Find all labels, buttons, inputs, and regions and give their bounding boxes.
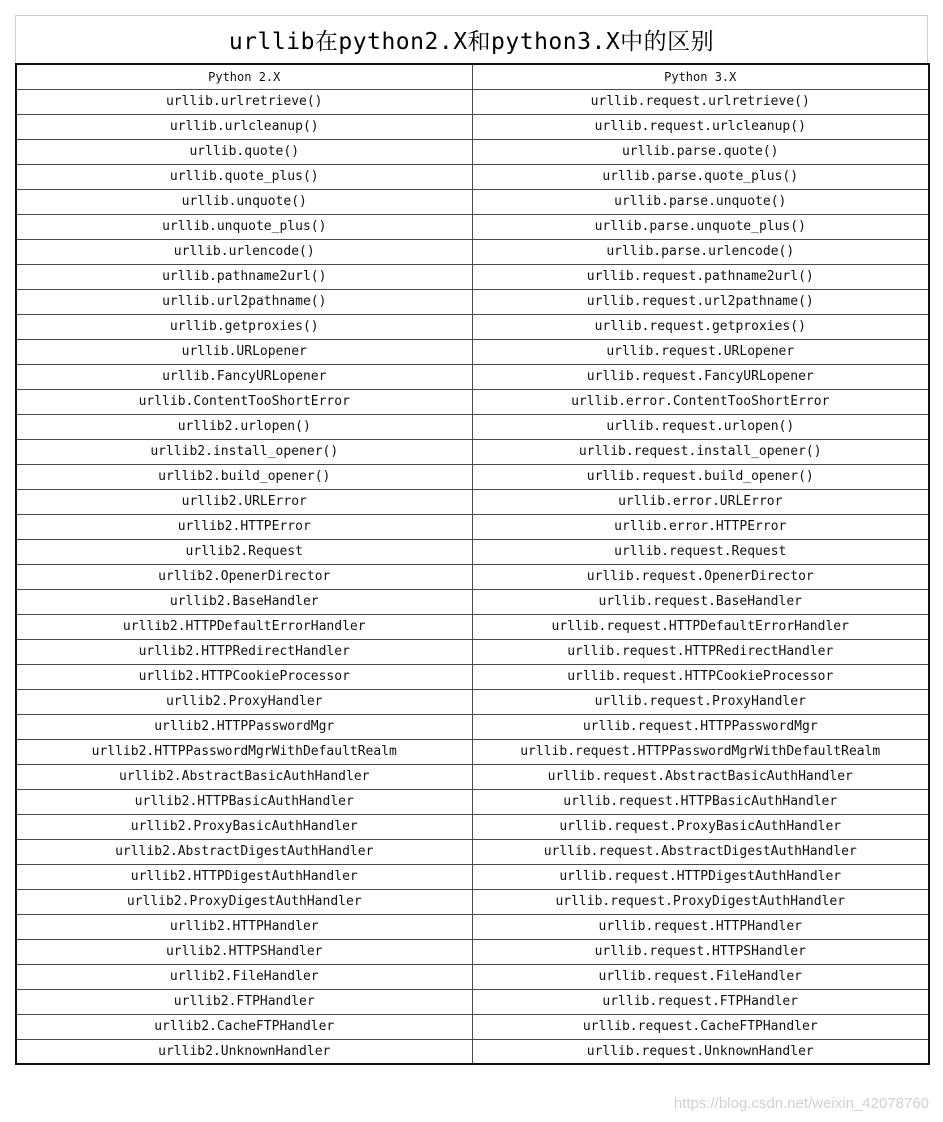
python2-cell: urllib2.ProxyDigestAuthHandler — [16, 889, 472, 914]
python2-cell: urllib.unquote_plus() — [16, 214, 472, 239]
table-row — [16, 939, 929, 964]
python2-cell: urllib.quote() — [16, 139, 472, 164]
python3-cell: urllib.request.ProxyBasicAuthHandler — [472, 814, 929, 839]
table-row — [16, 364, 929, 389]
table-row — [16, 739, 929, 764]
table-row — [16, 214, 929, 239]
python3-cell: urllib.request.urlretrieve() — [472, 89, 929, 114]
table-row — [16, 789, 929, 814]
python2-cell: urllib2.HTTPCookieProcessor — [16, 664, 472, 689]
python2-cell: urllib2.HTTPError — [16, 514, 472, 539]
python2-cell: urllib.quote_plus() — [16, 164, 472, 189]
python3-cell: urllib.request.HTTPDefaultErrorHandler — [472, 614, 929, 639]
column-header-python2: Python 2.X — [16, 64, 472, 89]
python2-cell: urllib2.ProxyBasicAuthHandler — [16, 814, 472, 839]
table-row — [16, 439, 929, 464]
table-row — [16, 289, 929, 314]
python2-cell: urllib.pathname2url() — [16, 264, 472, 289]
python2-cell: urllib2.UnknownHandler — [16, 1039, 472, 1064]
table-header — [16, 64, 929, 89]
python2-cell: urllib2.HTTPSHandler — [16, 939, 472, 964]
python3-cell: urllib.request.ProxyDigestAuthHandler — [472, 889, 929, 914]
python2-cell: urllib.url2pathname() — [16, 289, 472, 314]
python2-cell: urllib2.urlopen() — [16, 414, 472, 439]
python2-cell: urllib2.ProxyHandler — [16, 689, 472, 714]
python3-cell: urllib.request.URLopener — [472, 339, 929, 364]
python2-cell: urllib2.URLError — [16, 489, 472, 514]
python3-cell: urllib.request.pathname2url() — [472, 264, 929, 289]
python3-cell: urllib.request.UnknownHandler — [472, 1039, 929, 1064]
python3-cell: urllib.request.HTTPPasswordMgrWithDefaultRealm — [472, 739, 929, 764]
python2-cell: urllib.FancyURLopener — [16, 364, 472, 389]
python3-cell: urllib.request.CacheFTPHandler — [472, 1014, 929, 1039]
table-row — [16, 239, 929, 264]
header-row — [16, 64, 929, 89]
python3-cell: urllib.request.AbstractDigestAuthHandler — [472, 839, 929, 864]
table-row — [16, 264, 929, 289]
python3-cell: urllib.request.Request — [472, 539, 929, 564]
python3-cell: urllib.request.build_opener() — [472, 464, 929, 489]
python2-cell: urllib.urlcleanup() — [16, 114, 472, 139]
python3-cell: urllib.request.HTTPSHandler — [472, 939, 929, 964]
table-row — [16, 689, 929, 714]
table-row — [16, 814, 929, 839]
column-header-python3: Python 3.X — [472, 64, 929, 89]
python3-cell: urllib.request.HTTPBasicAuthHandler — [472, 789, 929, 814]
python2-cell: urllib2.HTTPDigestAuthHandler — [16, 864, 472, 889]
python2-cell: urllib2.AbstractDigestAuthHandler — [16, 839, 472, 864]
table-row — [16, 139, 929, 164]
python3-cell: urllib.request.FancyURLopener — [472, 364, 929, 389]
python3-cell: urllib.request.urlopen() — [472, 414, 929, 439]
python3-cell: urllib.request.ProxyHandler — [472, 689, 929, 714]
python3-cell: urllib.request.HTTPCookieProcessor — [472, 664, 929, 689]
python3-cell: urllib.error.HTTPError — [472, 514, 929, 539]
table-row — [16, 189, 929, 214]
python2-cell: urllib.ContentTooShortError — [16, 389, 472, 414]
python3-cell: urllib.request.AbstractBasicAuthHandler — [472, 764, 929, 789]
table-row — [16, 514, 929, 539]
comparison-table — [15, 63, 930, 1065]
table-row — [16, 764, 929, 789]
python2-cell: urllib2.HTTPPasswordMgrWithDefaultRealm — [16, 739, 472, 764]
page-title: urllib在python2.X和python3.X中的区别 — [15, 15, 928, 63]
table-row — [16, 589, 929, 614]
python3-cell: urllib.request.HTTPDigestAuthHandler — [472, 864, 929, 889]
table-row — [16, 464, 929, 489]
python3-cell: urllib.parse.unquote_plus() — [472, 214, 929, 239]
python3-cell: urllib.request.HTTPHandler — [472, 914, 929, 939]
table-row — [16, 639, 929, 664]
python3-cell: urllib.error.ContentTooShortError — [472, 389, 929, 414]
table-row — [16, 339, 929, 364]
python3-cell: urllib.request.HTTPPasswordMgr — [472, 714, 929, 739]
table-row — [16, 964, 929, 989]
python2-cell: urllib2.HTTPPasswordMgr — [16, 714, 472, 739]
python3-cell: urllib.request.install_opener() — [472, 439, 929, 464]
python2-cell: urllib.urlencode() — [16, 239, 472, 264]
table-row — [16, 989, 929, 1014]
python3-cell: urllib.parse.unquote() — [472, 189, 929, 214]
python2-cell: urllib2.HTTPRedirectHandler — [16, 639, 472, 664]
watermark: https://blog.csdn.net/weixin_42078760 — [673, 1095, 929, 1112]
python3-cell: urllib.error.URLError — [472, 489, 929, 514]
python2-cell: urllib2.BaseHandler — [16, 589, 472, 614]
table-row — [16, 564, 929, 589]
python2-cell: urllib2.Request — [16, 539, 472, 564]
python2-cell: urllib.URLopener — [16, 339, 472, 364]
python3-cell: urllib.parse.quote() — [472, 139, 929, 164]
table-row — [16, 714, 929, 739]
python3-cell: urllib.parse.urlencode() — [472, 239, 929, 264]
table-row — [16, 1014, 929, 1039]
python2-cell: urllib2.AbstractBasicAuthHandler — [16, 764, 472, 789]
table-row — [16, 89, 929, 114]
python3-cell: urllib.request.HTTPRedirectHandler — [472, 639, 929, 664]
table-row — [16, 839, 929, 864]
python2-cell: urllib2.FTPHandler — [16, 989, 472, 1014]
python2-cell: urllib2.HTTPBasicAuthHandler — [16, 789, 472, 814]
python2-cell: urllib2.HTTPHandler — [16, 914, 472, 939]
comparison-document — [15, 15, 928, 1065]
python3-cell: urllib.request.getproxies() — [472, 314, 929, 339]
python3-cell: urllib.request.BaseHandler — [472, 589, 929, 614]
table-row — [16, 164, 929, 189]
table-body — [16, 89, 929, 1064]
python2-cell: urllib2.build_opener() — [16, 464, 472, 489]
table-row — [16, 314, 929, 339]
table-row — [16, 614, 929, 639]
python2-cell: urllib2.OpenerDirector — [16, 564, 472, 589]
table-row — [16, 889, 929, 914]
python2-cell: urllib2.HTTPDefaultErrorHandler — [16, 614, 472, 639]
python2-cell: urllib2.install_opener() — [16, 439, 472, 464]
python2-cell: urllib2.FileHandler — [16, 964, 472, 989]
table-row — [16, 1039, 929, 1064]
python3-cell: urllib.request.url2pathname() — [472, 289, 929, 314]
python2-cell: urllib.urlretrieve() — [16, 89, 472, 114]
python2-cell: urllib.getproxies() — [16, 314, 472, 339]
python3-cell: urllib.request.urlcleanup() — [472, 114, 929, 139]
table-row — [16, 414, 929, 439]
table-row — [16, 664, 929, 689]
python3-cell: urllib.request.FTPHandler — [472, 989, 929, 1014]
table-row — [16, 864, 929, 889]
table-row — [16, 539, 929, 564]
python2-cell: urllib2.CacheFTPHandler — [16, 1014, 472, 1039]
python3-cell: urllib.request.OpenerDirector — [472, 564, 929, 589]
python3-cell: urllib.request.FileHandler — [472, 964, 929, 989]
table-row — [16, 389, 929, 414]
table-row — [16, 489, 929, 514]
table-row — [16, 914, 929, 939]
python2-cell: urllib.unquote() — [16, 189, 472, 214]
table-row — [16, 114, 929, 139]
python3-cell: urllib.parse.quote_plus() — [472, 164, 929, 189]
